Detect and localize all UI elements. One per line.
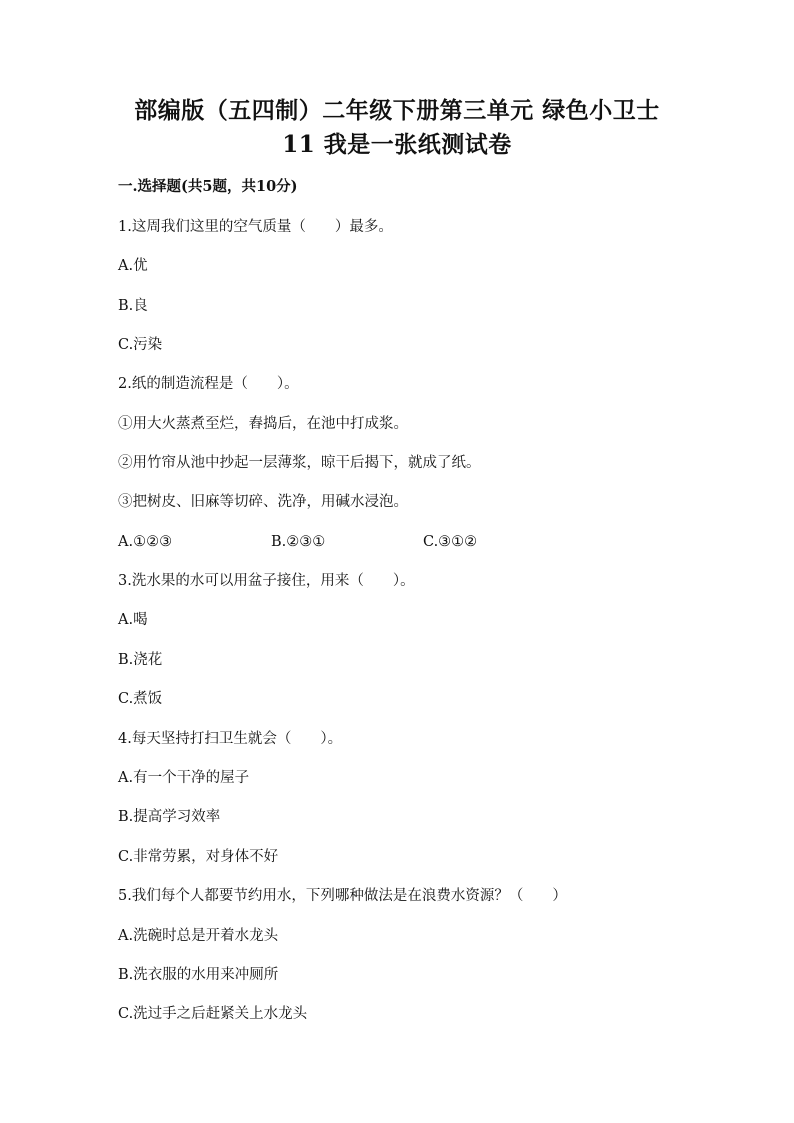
question-1-option-a: A.优 xyxy=(118,258,148,274)
question-3-option-a: A.喝 xyxy=(118,612,148,628)
question-2-option-c: C.③①② xyxy=(423,534,478,550)
question-4-stem: 4.每天坚持打扫卫生就会（ ）。 xyxy=(118,731,343,747)
question-2-step-2: ②用竹帘从池中抄起一层薄浆，晾干后揭下，就成了纸。 xyxy=(118,455,481,471)
question-3-stem: 3.洗水果的水可以用盆子接住，用来（ ）。 xyxy=(118,573,415,589)
question-2-stem: 2.纸的制造流程是（ ）。 xyxy=(118,376,299,392)
exam-title-line2: 11 我是一张纸测试卷 xyxy=(282,131,512,158)
question-1-option-b: B.良 xyxy=(118,298,148,314)
question-4-option-c: C.非常劳累，对身体不好 xyxy=(118,849,279,865)
question-2-option-a: A.①②③ xyxy=(118,534,173,550)
question-5-option-c: C.洗过手之后赶紧关上水龙头 xyxy=(118,1006,308,1022)
question-3-option-b: B.浇花 xyxy=(118,652,163,668)
question-5-option-b: B.洗衣服的水用来冲厕所 xyxy=(118,967,279,983)
question-5-stem: 5.我们每个人都要节约用水，下列哪种做法是在浪费水资源？（ ） xyxy=(118,888,567,904)
question-2-step-1: ①用大火蒸煮至烂，舂捣后，在池中打成浆。 xyxy=(118,416,408,432)
question-2-step-3: ③把树皮、旧麻等切碎、洗净，用碱水浸泡。 xyxy=(118,494,408,510)
question-4-option-b: B.提高学习效率 xyxy=(118,809,221,825)
question-1-option-c: C.污染 xyxy=(118,337,163,353)
question-2-option-b: B.②③① xyxy=(271,534,326,550)
question-1-stem: 1.这周我们这里的空气质量（ ）最多。 xyxy=(118,219,393,235)
question-3-option-c: C.煮饭 xyxy=(118,691,163,707)
question-5-option-a: A.洗碗时总是开着水龙头 xyxy=(118,928,279,944)
question-4-option-a: A.有一个干净的屋子 xyxy=(118,770,250,786)
exam-title-line1: 部编版（五四制）二年级下册第三单元 绿色小卫士 xyxy=(134,97,660,124)
section-heading: 一.选择题(共5题，共10分) xyxy=(118,178,298,195)
